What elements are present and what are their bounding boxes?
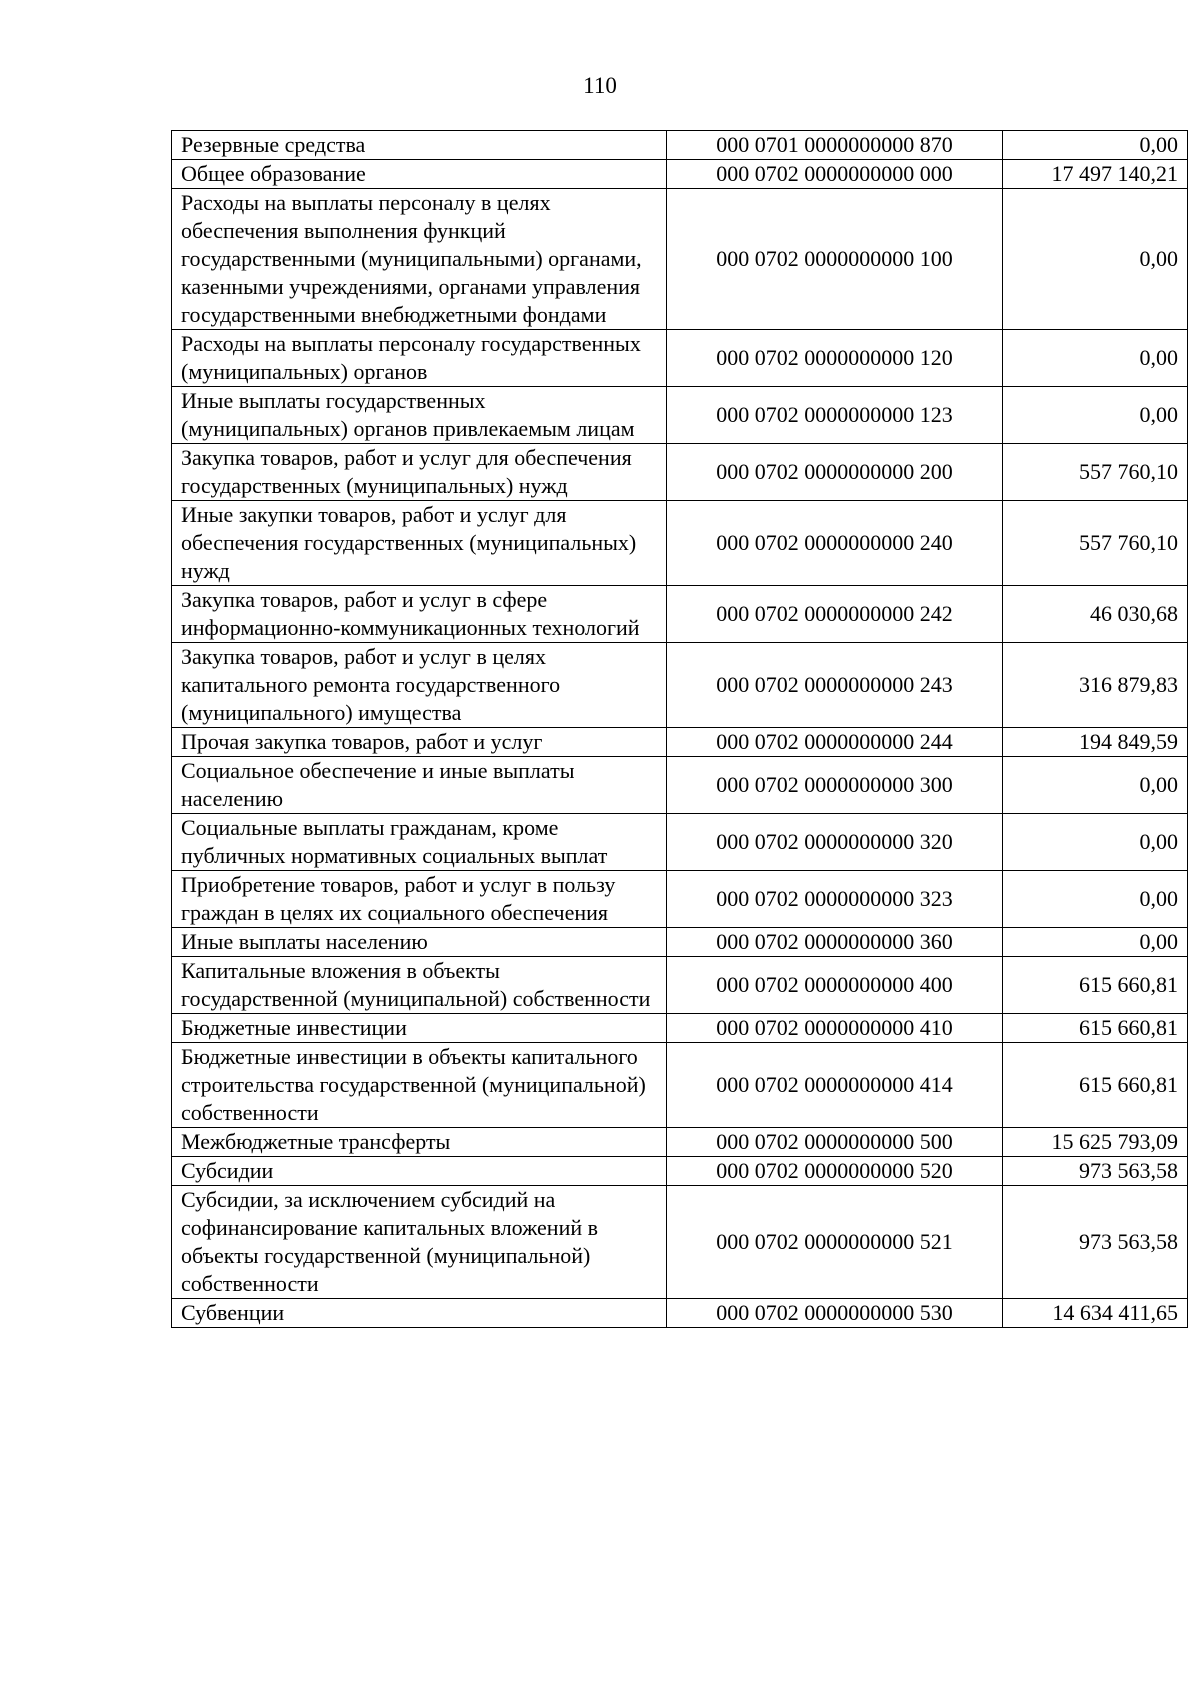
row-name: Капитальные вложения в объекты государственной (муниципальной) собственности xyxy=(172,957,667,1014)
table-row xyxy=(172,330,1188,387)
table-row xyxy=(172,444,1188,501)
row-amount: 46 030,68 xyxy=(1003,586,1188,643)
budget-table xyxy=(171,130,1188,1328)
row-amount: 0,00 xyxy=(1003,387,1188,444)
row-name: Приобретение товаров, работ и услуг в пользу граждан в целях их социального обеспечения xyxy=(172,871,667,928)
row-amount: 973 563,58 xyxy=(1003,1186,1188,1299)
row-amount: 0,00 xyxy=(1003,871,1188,928)
row-code: 000 0702 0000000000 414 xyxy=(667,1043,1003,1128)
row-name: Расходы на выплаты персоналу государственных (муниципальных) органов xyxy=(172,330,667,387)
table-row xyxy=(172,1186,1188,1299)
row-code: 000 0702 0000000000 243 xyxy=(667,643,1003,728)
table-row xyxy=(172,1043,1188,1128)
row-code: 000 0702 0000000000 520 xyxy=(667,1157,1003,1186)
row-code: 000 0702 0000000000 300 xyxy=(667,757,1003,814)
row-amount: 0,00 xyxy=(1003,757,1188,814)
table-row xyxy=(172,1128,1188,1157)
row-amount: 0,00 xyxy=(1003,814,1188,871)
row-code: 000 0702 0000000000 120 xyxy=(667,330,1003,387)
row-code: 000 0702 0000000000 100 xyxy=(667,189,1003,330)
table-row xyxy=(172,501,1188,586)
row-amount: 973 563,58 xyxy=(1003,1157,1188,1186)
row-name: Резервные средства xyxy=(172,131,667,160)
table-row xyxy=(172,586,1188,643)
row-code: 000 0702 0000000000 530 xyxy=(667,1299,1003,1328)
row-name: Иные выплаты населению xyxy=(172,928,667,957)
table-row xyxy=(172,928,1188,957)
table-row xyxy=(172,160,1188,189)
row-name: Межбюджетные трансферты xyxy=(172,1128,667,1157)
table-row xyxy=(172,871,1188,928)
table-row xyxy=(172,387,1188,444)
table-row xyxy=(172,1014,1188,1043)
row-code: 000 0702 0000000000 400 xyxy=(667,957,1003,1014)
row-amount: 615 660,81 xyxy=(1003,1014,1188,1043)
budget-table-body xyxy=(172,131,1188,1328)
row-amount: 0,00 xyxy=(1003,928,1188,957)
row-code: 000 0702 0000000000 123 xyxy=(667,387,1003,444)
row-name: Закупка товаров, работ и услуг в сфере информационно-коммуникационных технологий xyxy=(172,586,667,643)
row-code: 000 0702 0000000000 521 xyxy=(667,1186,1003,1299)
row-amount: 15 625 793,09 xyxy=(1003,1128,1188,1157)
row-name: Общее образование xyxy=(172,160,667,189)
row-amount: 0,00 xyxy=(1003,131,1188,160)
table-row xyxy=(172,728,1188,757)
row-name: Социальные выплаты гражданам, кроме публичных нормативных социальных выплат xyxy=(172,814,667,871)
table-row xyxy=(172,189,1188,330)
row-code: 000 0702 0000000000 200 xyxy=(667,444,1003,501)
row-code: 000 0702 0000000000 500 xyxy=(667,1128,1003,1157)
row-name: Расходы на выплаты персоналу в целях обеспечения выполнения функций государственными (муниципальными) органами, казенными учреждениями, органами управления государственными внебюджетными фондами xyxy=(172,189,667,330)
table-row xyxy=(172,1157,1188,1186)
row-amount: 0,00 xyxy=(1003,330,1188,387)
page-number: 110 xyxy=(583,73,617,98)
row-amount: 316 879,83 xyxy=(1003,643,1188,728)
table-row xyxy=(172,757,1188,814)
row-code: 000 0701 0000000000 870 xyxy=(667,131,1003,160)
row-name: Социальное обеспечение и иные выплаты населению xyxy=(172,757,667,814)
row-code: 000 0702 0000000000 000 xyxy=(667,160,1003,189)
row-name: Субвенции xyxy=(172,1299,667,1328)
row-code: 000 0702 0000000000 320 xyxy=(667,814,1003,871)
row-amount: 194 849,59 xyxy=(1003,728,1188,757)
row-code: 000 0702 0000000000 240 xyxy=(667,501,1003,586)
row-amount: 557 760,10 xyxy=(1003,444,1188,501)
table-row xyxy=(172,643,1188,728)
row-amount: 615 660,81 xyxy=(1003,957,1188,1014)
row-code: 000 0702 0000000000 244 xyxy=(667,728,1003,757)
row-name: Бюджетные инвестиции в объекты капитального строительства государственной (муниципальной) собственности xyxy=(172,1043,667,1128)
row-code: 000 0702 0000000000 360 xyxy=(667,928,1003,957)
row-code: 000 0702 0000000000 242 xyxy=(667,586,1003,643)
table-row xyxy=(172,957,1188,1014)
row-name: Субсидии, за исключением субсидий на софинансирование капитальных вложений в объекты государственной (муниципальной) собственности xyxy=(172,1186,667,1299)
row-code: 000 0702 0000000000 410 xyxy=(667,1014,1003,1043)
row-name: Иные закупки товаров, работ и услуг для обеспечения государственных (муниципальных) нужд xyxy=(172,501,667,586)
table-row xyxy=(172,131,1188,160)
row-name: Закупка товаров, работ и услуг в целях капитального ремонта государственного (муниципального) имущества xyxy=(172,643,667,728)
table-row xyxy=(172,814,1188,871)
row-amount: 615 660,81 xyxy=(1003,1043,1188,1128)
row-name: Бюджетные инвестиции xyxy=(172,1014,667,1043)
row-name: Иные выплаты государственных (муниципальных) органов привлекаемым лицам xyxy=(172,387,667,444)
row-amount: 14 634 411,65 xyxy=(1003,1299,1188,1328)
row-amount: 557 760,10 xyxy=(1003,501,1188,586)
row-name: Закупка товаров, работ и услуг для обеспечения государственных (муниципальных) нужд xyxy=(172,444,667,501)
row-amount: 17 497 140,21 xyxy=(1003,160,1188,189)
row-amount: 0,00 xyxy=(1003,189,1188,330)
row-code: 000 0702 0000000000 323 xyxy=(667,871,1003,928)
row-name: Субсидии xyxy=(172,1157,667,1186)
row-name: Прочая закупка товаров, работ и услуг xyxy=(172,728,667,757)
table-row xyxy=(172,1299,1188,1328)
